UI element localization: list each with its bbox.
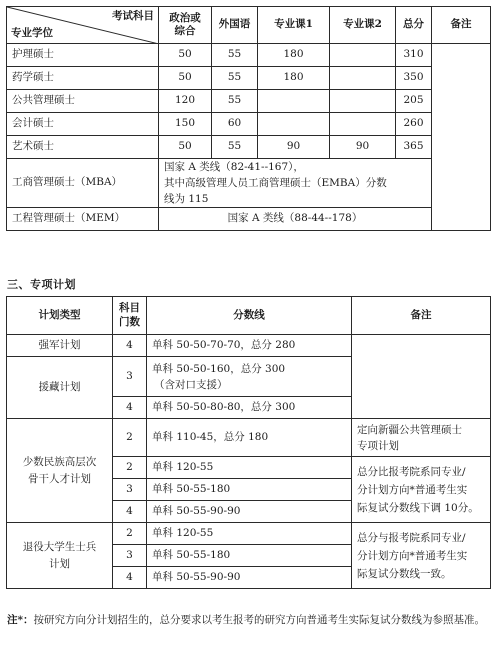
table-row: [7, 419, 491, 457]
remark-text: 总分比报考院系同专业/ 分计划方向*普通考生实 际复试分数线下调 10分。: [352, 457, 491, 523]
table-row: [7, 113, 491, 136]
header-degree: 专业学位: [11, 26, 53, 39]
header-remark: 备注: [352, 297, 491, 335]
total-score: 350: [396, 67, 432, 90]
politics-score: 50: [159, 44, 212, 67]
politics-score: 50: [159, 67, 212, 90]
score-line: 单科 110-45，总分 180: [147, 419, 352, 457]
subject-count: 3: [113, 479, 147, 501]
subject-count: 4: [113, 397, 147, 419]
major2-score: [330, 44, 396, 67]
score-line: 单科 50-50-70-70，总分 280: [147, 335, 352, 357]
foreign-score: 55: [212, 44, 258, 67]
foreign-score: 55: [212, 90, 258, 113]
header-score-line: 分数线: [147, 297, 352, 335]
major1-score: 180: [258, 67, 330, 90]
major2-score: [330, 113, 396, 136]
score-line: 单科 50-55-90-90: [147, 501, 352, 523]
degree-name: 护理硕士: [7, 44, 159, 67]
plan-type: 少数民族高层次 骨干人才计划: [7, 419, 113, 523]
major1-score: [258, 90, 330, 113]
footnote: [7, 612, 489, 629]
remark-text: 总分与报考院系同专业/ 分计划方向*普通考生实 际复试分数线一致。: [352, 523, 491, 589]
total-score: 260: [396, 113, 432, 136]
foreign-score: 55: [212, 67, 258, 90]
total-score: 205: [396, 90, 432, 113]
table-row: [7, 136, 491, 159]
total-score: 365: [396, 136, 432, 159]
degree-name: 工程管理硕士（MEM）: [7, 208, 159, 231]
score-line: 单科 50-50-80-80，总分 300: [147, 397, 352, 419]
header-corner-cell: [7, 7, 159, 44]
major1-score: 90: [258, 136, 330, 159]
header-politics: 政治或 综合: [159, 7, 212, 44]
header-exam-subject: 考试科目: [112, 10, 154, 22]
header-major-1: 专业课1: [258, 7, 330, 44]
header-subject-count: 科目 门数: [113, 297, 147, 335]
section-title: 三、专项计划: [7, 278, 76, 291]
score-line: 单科 50-55-180: [147, 479, 352, 501]
subject-count: 3: [113, 357, 147, 397]
total-score: 310: [396, 44, 432, 67]
subject-count: 4: [113, 567, 147, 589]
table-row: [7, 90, 491, 113]
degree-name: 会计硕士: [7, 113, 159, 136]
subject-count: 4: [113, 335, 147, 357]
table-row: [7, 44, 491, 67]
subject-count: 4: [113, 501, 147, 523]
subject-count: 2: [113, 523, 147, 545]
major1-score: 180: [258, 44, 330, 67]
score-line: 单科 50-50-160，总分 300 （含对口支援）: [147, 357, 352, 397]
degree-name: 工商管理硕士（MBA）: [7, 159, 159, 208]
plan-type: 退役大学生士兵 计划: [7, 523, 113, 589]
table-row: [7, 523, 491, 545]
subject-count: 3: [113, 545, 147, 567]
table-row: [7, 335, 491, 357]
score-line: 单科 50-55-90-90: [147, 567, 352, 589]
special-plan-table: [6, 296, 491, 589]
score-line: 单科 120-55: [147, 457, 352, 479]
subject-count: 2: [113, 457, 147, 479]
footnote-label: 注*：: [7, 614, 34, 626]
major1-score: [258, 113, 330, 136]
politics-score: 120: [159, 90, 212, 113]
professional-degree-score-table: [6, 6, 491, 231]
mba-score-text: 国家 A 类线（82-41--167）， 其中高级管理人员工商管理硕士（EMBA）分数 线为 115: [159, 159, 432, 208]
plan-type: 强军计划: [7, 335, 113, 357]
mem-score-text: 国家 A 类线（88-44--178）: [159, 208, 432, 231]
degree-name: 艺术硕士: [7, 136, 159, 159]
degree-name: 公共管理硕士: [7, 90, 159, 113]
foreign-score: 60: [212, 113, 258, 136]
remark-cell: [352, 335, 491, 419]
header-total: 总分: [396, 7, 432, 44]
remark-text: 定向新疆公共管理硕士 专项计划: [352, 419, 491, 457]
score-line: 单科 120-55: [147, 523, 352, 545]
table-row: [7, 67, 491, 90]
politics-score: 150: [159, 113, 212, 136]
remark-cell: [432, 44, 491, 231]
header-remark: 备注: [432, 7, 491, 44]
footnote-text: 按研究方向分计划招生的，总分要求以考生报考的研究方向普通考生实际复试分数线为参照基准。: [33, 614, 485, 626]
major2-score: [330, 90, 396, 113]
foreign-score: 55: [212, 136, 258, 159]
major2-score: 90: [330, 136, 396, 159]
politics-score: 50: [159, 136, 212, 159]
header-plan-type: 计划类型: [7, 297, 113, 335]
score-line: 单科 50-55-180: [147, 545, 352, 567]
header-foreign-language: 外国语: [212, 7, 258, 44]
degree-name: 药学硕士: [7, 67, 159, 90]
header-major-2: 专业课2: [330, 7, 396, 44]
table-row-mem: [7, 208, 491, 231]
table-row-mba: [7, 159, 491, 208]
major2-score: [330, 67, 396, 90]
plan-type: 援藏计划: [7, 357, 113, 419]
subject-count: 2: [113, 419, 147, 457]
